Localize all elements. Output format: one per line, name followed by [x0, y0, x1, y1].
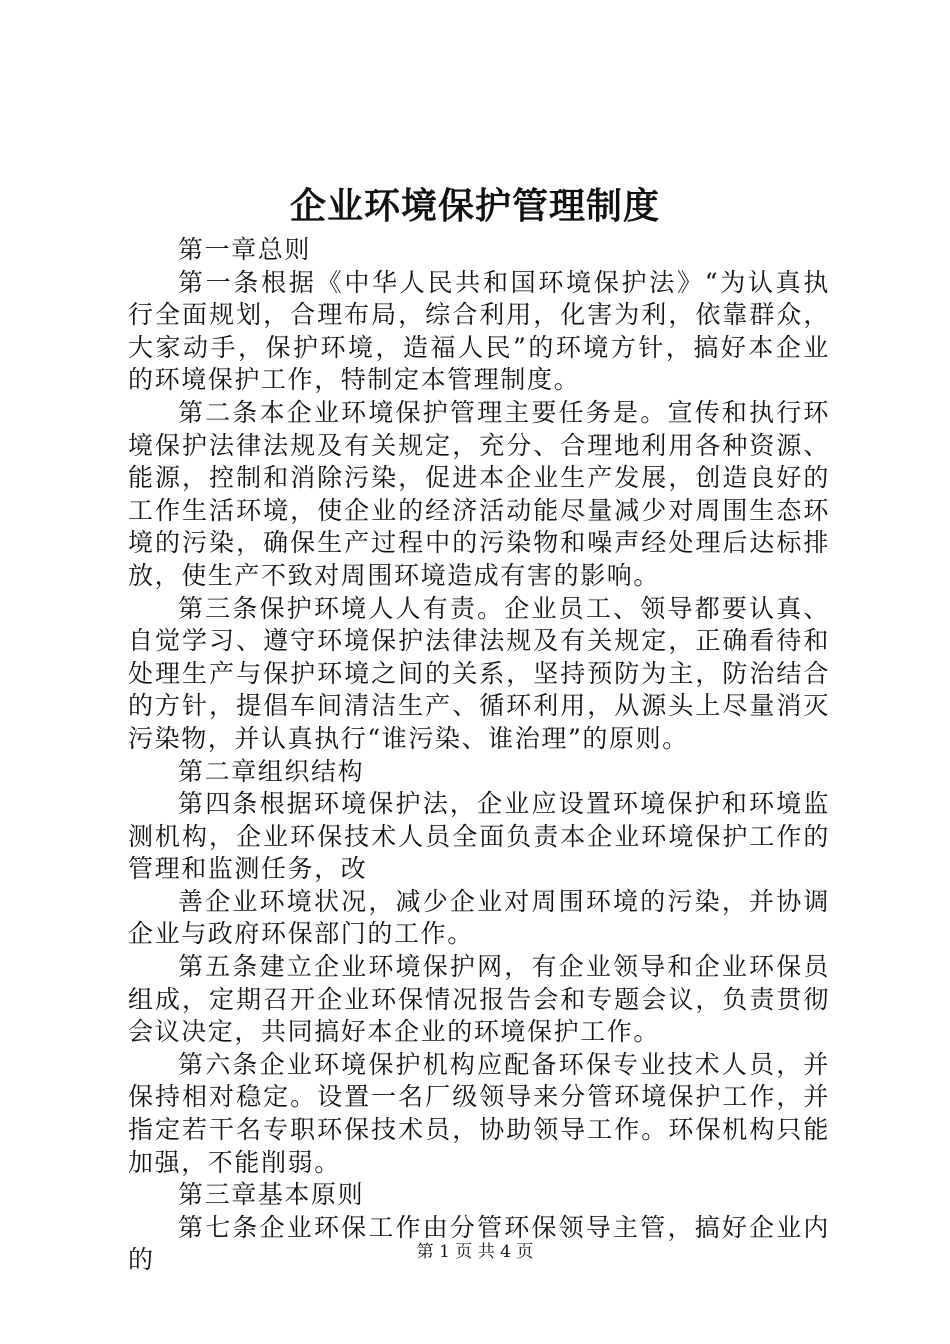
paragraph: 第一条根据《中华人民共和国环境保护法》“为认真执行全面规划，合理布局，综合利用，化害为利，依靠群众，大家动手，保护环境，造福人民”的环境方针，搞好本企业的环境保护工作，特制定本管理制度。 [128, 267, 830, 395]
paragraph: 第五条建立企业环境保护网，有企业领导和企业环保员组成，定期召开企业环保情况报告会和专题会议，负责贯彻会议决定，共同搞好本企业的环境保护工作。 [128, 952, 830, 1047]
page-number: 第 1 页 共 4 页 [416, 1242, 534, 1262]
chapter-heading: 第二章组织结构 [178, 756, 365, 786]
paragraph: 第七条企业环保工作由分管环保领导主管，搞好企业内的 [128, 1212, 830, 1275]
document-body [128, 234, 830, 1277]
paragraph: 善企业环境状况，减少企业对周围环境的污染，并协调企业与政府环保部门的工作。 [128, 886, 830, 949]
paragraph: 第四条根据环境保护法，企业应设置环境保护和环境监测机构，企业环保技术人员全面负责本企业环境保护工作的管理和监测任务，改 [128, 789, 830, 884]
chapter-heading: 第一章总则 [178, 235, 312, 264]
paragraph: 第二条本企业环境保护管理主要任务是。宣传和执行环境保护法律法规及有关规定，充分、合理地利用各种资源、能源，控制和消除污染，促进本企业生产发展，创造良好的工作生活环境，使企业的经济活动能尽量减少对周围生态环境的污染，确保生产过程中的污染物和噪声经处理后达标排放，使生产不致对周围环境造成有害的影响。 [128, 397, 830, 590]
chapter-heading: 第三章基本原则 [178, 1180, 365, 1210]
paragraph: 第三条保护环境人人有责。企业员工、领导都要认真、自觉学习、遵守环境保护法律法规及有关规定，正确看待和处理生产与保护环境之间的关系，坚持预防为主，防治结合的方针，提倡车间清洁生产、循环利用，从源头上尽量消灭污染物，并认真执行“谁污染、谁治理”的原则。 [128, 593, 830, 753]
document-title: 企业环境保护管理制度 [289, 185, 660, 227]
paragraph: 第六条企业环境保护机构应配备环保专业技术人员，并保持相对稳定。设置一名厂级领导来分管环境保护工作，并指定若干名专职环保技术员，协助领导工作。环保机构只能加强，不能削弱。 [128, 1049, 830, 1177]
